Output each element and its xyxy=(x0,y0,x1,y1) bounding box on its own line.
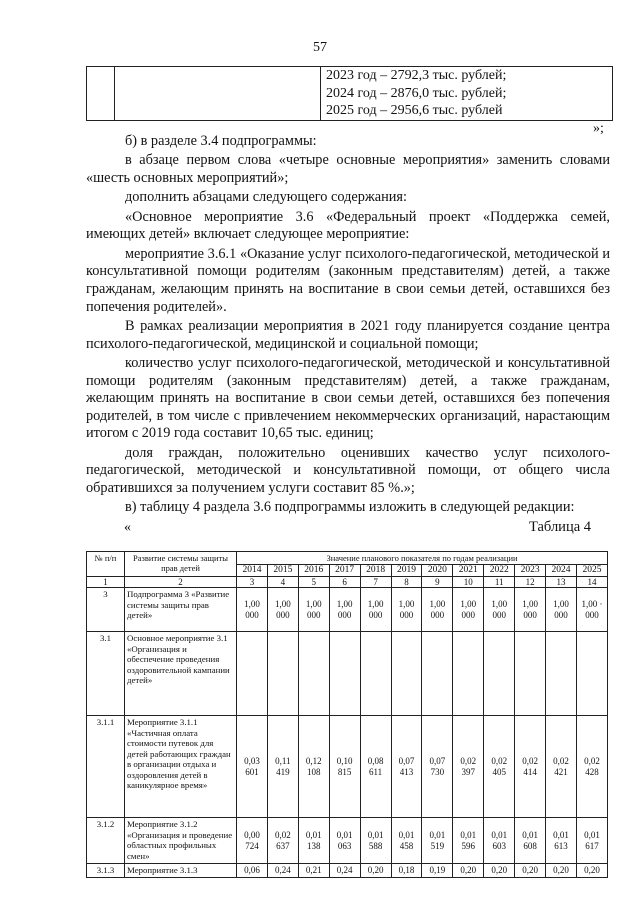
value-cell xyxy=(237,632,268,716)
value-cell: 0,24 xyxy=(267,864,298,878)
top-table-cell-empty-1 xyxy=(87,67,115,121)
value-cell: 0,06 xyxy=(237,864,268,878)
page-number: 57 xyxy=(313,40,327,55)
value-cell xyxy=(515,632,546,716)
column-number: 14 xyxy=(576,577,607,588)
value-cell: 0,01 138 xyxy=(298,818,329,864)
column-number: 9 xyxy=(422,577,453,588)
value-cell: 0,20 xyxy=(576,864,607,878)
value-cell: 1,00 000 xyxy=(453,588,484,632)
row-name: Подпрограмма 3 «Развитие системы защиты прав детей» xyxy=(125,588,237,632)
value-cell: 0,01 613 xyxy=(546,818,577,864)
column-number: 13 xyxy=(546,577,577,588)
value-cell: 0,20 xyxy=(484,864,515,878)
column-number: 6 xyxy=(329,577,360,588)
row-number: 3.1 xyxy=(87,632,125,716)
value-cell: 0,02 428 xyxy=(576,716,607,818)
row-number: 3.1.2 xyxy=(87,818,125,864)
value-cell: 0,07 730 xyxy=(422,716,453,818)
value-cell: 1,00 000 xyxy=(515,588,546,632)
header-group: Значение планового показателя по годам реализации xyxy=(237,552,608,565)
value-cell: 1,00 000 xyxy=(329,588,360,632)
value-cell: 0,20 xyxy=(546,864,577,878)
table-row xyxy=(87,588,608,632)
value-cell: 0,01 519 xyxy=(422,818,453,864)
top-table-fragment xyxy=(86,66,613,121)
top-table-line: 2025 год – 2956,6 тыс. рублей xyxy=(326,103,503,118)
value-cell: 0,08 611 xyxy=(360,716,391,818)
value-cell xyxy=(329,632,360,716)
value-cell: 0,01 608 xyxy=(515,818,546,864)
column-number: 11 xyxy=(484,577,515,588)
value-cell: 0,18 xyxy=(391,864,422,878)
value-cell: 0,02 421 xyxy=(546,716,577,818)
value-cell: 1,00 000 xyxy=(298,588,329,632)
value-cell: 0,01 596 xyxy=(453,818,484,864)
year-header: 2023 xyxy=(515,565,546,577)
value-cell: 0,02 637 xyxy=(267,818,298,864)
year-header: 2024 xyxy=(546,565,577,577)
value-cell: 1,00 000 xyxy=(391,588,422,632)
value-cell xyxy=(484,632,515,716)
column-number: 1 xyxy=(87,577,125,588)
value-cell: 1,00 000 xyxy=(546,588,577,632)
value-cell: 0,01 617 xyxy=(576,818,607,864)
value-cell: 0,21 xyxy=(298,864,329,878)
column-number: 5 xyxy=(298,577,329,588)
value-cell xyxy=(360,632,391,716)
row-number: 3.1.1 xyxy=(87,716,125,818)
value-cell: 0,01 063 xyxy=(329,818,360,864)
value-cell: 0,24 xyxy=(329,864,360,878)
row-number: 3.1.3 xyxy=(87,864,125,878)
body-text xyxy=(86,133,610,519)
value-cell: 0,20 xyxy=(515,864,546,878)
value-cell: 1,00 · 000 xyxy=(576,588,607,632)
column-number: 3 xyxy=(237,577,268,588)
row-name: Основное мероприятие 3.1 «Организация и обеспечение проведения оздоровительной кампании детей» xyxy=(125,632,237,716)
value-cell: 0,07 413 xyxy=(391,716,422,818)
row-number: 3 xyxy=(87,588,125,632)
paragraph: количество услуг психолого-педагогической, методической и консультативной помощи родителям (законным представителям) детей, а также гражданам, желающим принять на воспитание в свои семьи детей, оставшихся без попечения родителей, в том числе с привлечением некоммерческих организаций, нарастающим итогом с 2019 года составит 10,65 тыс. единиц; xyxy=(86,354,610,442)
header-name: Развитие системы защиты прав детей xyxy=(125,552,237,577)
top-table-line: 2023 год – 2792,3 тыс. рублей; xyxy=(326,68,507,83)
value-cell: 1,00 000 xyxy=(237,588,268,632)
value-cell: 0,20 xyxy=(360,864,391,878)
value-cell xyxy=(267,632,298,716)
row-name: Мероприятие 3.1.3 xyxy=(125,864,237,878)
table-row xyxy=(87,632,608,716)
closing-quote: »; xyxy=(593,121,604,136)
year-header: 2017 xyxy=(329,565,360,577)
top-table-line: 2024 год – 2876,0 тыс. рублей; xyxy=(326,85,507,101)
year-header: 2014 xyxy=(237,565,268,577)
year-header: 2020 xyxy=(422,565,453,577)
value-cell: 1,00 000 xyxy=(360,588,391,632)
header-number: № п/п xyxy=(87,552,125,577)
paragraph: в абзаце первом слова «четыре основные мероприятия» заменить словами «шесть основных мероприятий»; xyxy=(86,152,610,186)
year-header: 2019 xyxy=(391,565,422,577)
value-cell xyxy=(391,632,422,716)
value-cell: 0,02 397 xyxy=(453,716,484,818)
column-number: 8 xyxy=(391,577,422,588)
value-cell: 0,12 108 xyxy=(298,716,329,818)
column-number: 2 xyxy=(125,577,237,588)
row-name: Мероприятие 3.1.1 «Частичная оплата стоимости путевок для детей работающих граждан в организации отдыха и оздоровления детей в каникулярное время» xyxy=(125,716,237,818)
table-row xyxy=(87,818,608,864)
table-caption: Таблица 4 xyxy=(529,519,592,535)
value-cell: 0,01 588 xyxy=(360,818,391,864)
year-header: 2016 xyxy=(298,565,329,577)
value-cell: 0,03 601 xyxy=(237,716,268,818)
row-name: Мероприятие 3.1.2 «Организация и проведение областных профильных смен» xyxy=(125,818,237,864)
table-row xyxy=(87,864,608,878)
paragraph: дополнить абзацами следующего содержания: xyxy=(125,189,407,206)
value-cell: 0,02 405 xyxy=(484,716,515,818)
value-cell: 1,00 000 xyxy=(267,588,298,632)
column-numbers-row xyxy=(87,577,608,588)
paragraph: б) в разделе 3.4 подпрограммы: xyxy=(125,133,317,149)
value-cell xyxy=(453,632,484,716)
paragraph: в) таблицу 4 раздела 3.6 подпрограммы изложить в следующей редакции: xyxy=(125,499,575,516)
paragraph: мероприятие 3.6.1 «Оказание услуг психолого-педагогической, методической и консультативной помощи родителям (законным представителям) детей, а также гражданам, желающим принять на воспитание в свои семьи детей, оставшихся без попечения родителей». xyxy=(86,245,610,315)
year-header: 2025 xyxy=(576,565,607,577)
top-table-cell-amounts xyxy=(321,67,613,121)
value-cell: 0,10 815 xyxy=(329,716,360,818)
value-cell: 0,01 603 xyxy=(484,818,515,864)
year-header: 2015 xyxy=(267,565,298,577)
column-number: 12 xyxy=(515,577,546,588)
year-header: 2021 xyxy=(453,565,484,577)
paragraph: доля граждан, положительно оценивших качество услуг психолого-педагогической, методической и консультативной помощи, от общего числа обратившихся за получением услуги составит 85 %.»; xyxy=(86,444,610,496)
indicator-table xyxy=(86,551,608,878)
table-body xyxy=(87,588,608,878)
value-cell xyxy=(298,632,329,716)
year-header: 2018 xyxy=(360,565,391,577)
value-cell: 1,00 000 xyxy=(422,588,453,632)
table-row xyxy=(87,716,608,818)
top-table-cell-empty-2 xyxy=(115,67,321,121)
value-cell: 0,19 xyxy=(422,864,453,878)
value-cell: 0,11 419 xyxy=(267,716,298,818)
value-cell: 0,20 xyxy=(453,864,484,878)
paragraph: В рамках реализации мероприятия в 2021 году планируется создание центра психолого-педагогической, медицинской и социальной помощи; xyxy=(86,317,610,352)
value-cell xyxy=(546,632,577,716)
column-number: 7 xyxy=(360,577,391,588)
value-cell: 0,02 414 xyxy=(515,716,546,818)
paragraph: «Основное мероприятие 3.6 «Федеральный проект «Поддержка семей, имеющих детей» включает следующее мероприятие: xyxy=(86,208,610,243)
value-cell: 1,00 000 xyxy=(484,588,515,632)
value-cell xyxy=(576,632,607,716)
value-cell xyxy=(422,632,453,716)
value-cell: 0,01 458 xyxy=(391,818,422,864)
column-number: 4 xyxy=(267,577,298,588)
year-header: 2022 xyxy=(484,565,515,577)
column-number: 10 xyxy=(453,577,484,588)
value-cell: 0,00 724 xyxy=(237,818,268,864)
opening-quote: « xyxy=(124,520,131,535)
